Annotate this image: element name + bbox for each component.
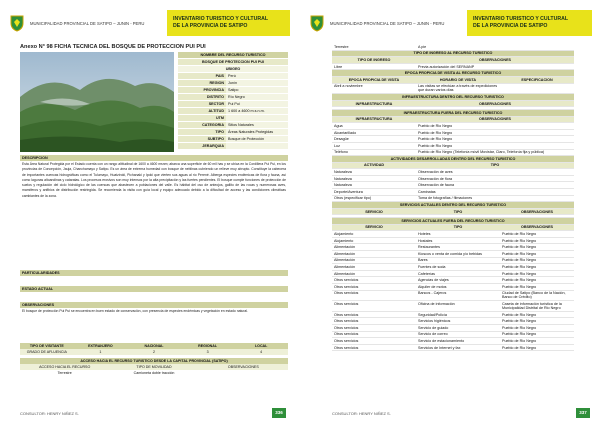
infobox-key: ALTITUD xyxy=(178,108,226,114)
table-cell: Servicios de Internet y fax xyxy=(418,345,461,350)
table-cell: Pueblo de Rio Negro xyxy=(502,345,537,350)
table-cell xyxy=(495,44,574,50)
table-row xyxy=(332,338,574,345)
visitor-table-header: TIPO DE VISITANTE xyxy=(29,344,64,348)
table-cell: Pueblo de Rio Negro xyxy=(418,123,453,128)
table-header-row xyxy=(332,117,574,124)
banner-line-1: INVENTARIO TURISTICO Y CULTURAL xyxy=(173,16,269,23)
table-cell: Observación de flora xyxy=(418,176,453,181)
estado-title: ESTADO ACTUAL xyxy=(20,286,288,292)
right-page-number: 337 xyxy=(576,408,590,418)
observations-title: OBSERVACIONES xyxy=(20,302,288,308)
infobox-value: Perú xyxy=(226,73,288,79)
table-cell: Pueblo de Rio Negro xyxy=(502,312,537,317)
infobox-row xyxy=(178,73,288,80)
banner-line-2: DE LA PROVINCIA DE SATIPO xyxy=(473,23,548,29)
table-row xyxy=(332,301,574,312)
table-cell: Otros servicios xyxy=(334,338,359,343)
table-cell: Teléfono xyxy=(334,150,348,155)
page-title: Anexo N° 98 FICHA TECNICA DEL BOSQUE DE PROTECCION PUI PUI xyxy=(20,44,206,50)
visitor-table-cell: 2 xyxy=(152,350,155,354)
table-cell: Caseta de información turística de la Municipalidad Distrital de Rio Negro xyxy=(502,301,562,310)
table-row xyxy=(332,325,574,332)
table-cell: Pueblo de Rio Negro xyxy=(418,130,453,135)
visitor-table-cell: GRADO DE AFLUENCIA xyxy=(26,350,67,354)
table-row xyxy=(332,345,574,352)
table-cell: Las visitas se efectúan a través de expediciones que duran varios días xyxy=(418,84,498,93)
column-header: TIPO xyxy=(416,225,500,231)
column-header: INFRAESTRUCTURA xyxy=(332,117,416,123)
visitor-table-header: NACIONAL xyxy=(144,344,164,348)
table-cell: Pueblo de Rio Negro xyxy=(502,319,537,324)
column-header: TIPO xyxy=(416,209,500,215)
table-cell: Agua xyxy=(334,123,343,128)
column-header: EPOCA PROPICIA DE VISITA xyxy=(332,77,416,83)
banner-line-2: DE LA PROVINCIA DE SATIPO xyxy=(173,23,248,29)
right-data-table xyxy=(332,44,574,351)
section-title: TIPO DE INGRESO AL RECURSO TURISTICO xyxy=(332,51,574,57)
table-cell: Servicio de estacionamiento xyxy=(418,338,465,343)
access-table-header: OBSERVACIONES xyxy=(227,365,259,369)
table-cell: Alojamiento xyxy=(334,232,354,237)
table-cell: Cafeterías xyxy=(418,271,436,276)
table-row xyxy=(332,264,574,271)
table-cell: Oficina de información xyxy=(418,301,455,306)
column-header: TIPO DE INGRESO xyxy=(332,57,416,63)
particularities-title: PARTICULARIDADES xyxy=(20,270,288,276)
table-cell: A pie xyxy=(418,44,427,49)
column-header: SERVICIO xyxy=(332,225,416,231)
column-header: HORARIO DE VISITA xyxy=(416,77,500,83)
table-cell: Naturaleza xyxy=(334,183,352,188)
access-table-cell xyxy=(199,370,288,376)
infobox-row xyxy=(178,129,288,136)
table-row xyxy=(332,251,574,258)
municipality-name: MUNICIPALIDAD PROVINCIAL DE SATIPO – JUNIN - PERU xyxy=(330,20,445,26)
table-section-band xyxy=(332,202,574,209)
section-title: INFRAESTRUCTURA FUERA DEL RECURSO TURISTICO xyxy=(332,110,574,116)
column-header: OBSERVACIONES xyxy=(416,57,574,63)
table-cell: Servicio de guiado xyxy=(418,325,449,330)
table-section-band xyxy=(332,70,574,77)
table-row xyxy=(332,271,574,278)
table-cell: Pueblo de Rio Negro xyxy=(502,332,537,337)
table-cell: Otros servicios xyxy=(334,284,359,289)
table-header-row xyxy=(332,77,574,84)
infobox-value: Junín xyxy=(226,80,288,86)
table-row xyxy=(332,284,574,291)
table-header-row xyxy=(332,101,574,108)
infobox-value: Pui Pui xyxy=(226,101,288,107)
access-table-cell: Camioneta doble tracción xyxy=(133,371,175,375)
table-row xyxy=(332,244,574,251)
left-header xyxy=(0,10,300,36)
table-row xyxy=(332,318,574,325)
table-cell: Abril a noviembre xyxy=(334,84,363,89)
section-title: SERVICIOS ACTUALES FUERA DEL RECURSO TURISTICO xyxy=(332,218,574,224)
visitor-table-cell: 1 xyxy=(99,350,102,354)
resource-infobox xyxy=(178,52,288,150)
municipality-name: MUNICIPALIDAD PROVINCIAL DE SATIPO – JUNIN - PERU xyxy=(30,20,145,26)
table-cell: Otros servicios xyxy=(334,332,359,337)
table-row xyxy=(332,182,574,189)
table-cell: Caminatas xyxy=(418,189,436,194)
header-banner xyxy=(467,10,592,36)
access-table xyxy=(20,358,288,376)
table-cell: Observación de aves xyxy=(418,170,453,175)
municipality-logo xyxy=(8,14,26,32)
table-cell: Pueblo de Rio Negro (Telefonía móvil Movistar, Claro, Telefonía fija y pública) xyxy=(418,150,545,155)
section-title: EPOCA PROPICIA DE VISITA AL RECURSO TURISTICO xyxy=(332,70,574,76)
table-section-band xyxy=(332,156,574,163)
table-row xyxy=(332,143,574,150)
table-cell: Servicio de correo xyxy=(418,332,448,337)
table-row xyxy=(332,291,574,302)
infobox-value: 1 600 a 4600 m.s.n.m. xyxy=(226,108,288,114)
table-row xyxy=(332,64,574,71)
table-section-band xyxy=(332,94,574,101)
table-cell: Toma de fotografías / filmaciones xyxy=(418,196,473,201)
table-cell xyxy=(500,215,574,217)
table-row xyxy=(332,277,574,284)
table-cell: Otros servicios xyxy=(334,312,359,317)
observations-text: El bosque de protección Pui Pui se encuentra en buen estado de conservación, con presencia de especies endémicas y vegetación en estado natural. xyxy=(22,309,249,313)
visitor-table-cell: 3 xyxy=(206,350,209,354)
table-cell xyxy=(332,107,416,109)
table-cell: Desagüe xyxy=(334,137,349,142)
infobox-key: CATEGORIA xyxy=(178,122,226,128)
infobox-key: PROVINCIA xyxy=(178,87,226,93)
table-header-row xyxy=(332,163,574,170)
access-table-cell: Terrestre xyxy=(57,371,72,375)
table-cell: Alimentación xyxy=(334,264,356,269)
infobox-key: UTM xyxy=(178,115,226,121)
infobox-key: REGION xyxy=(178,80,226,86)
visitor-table-header: REGIONAL xyxy=(198,344,218,348)
banner-line-1: INVENTARIO TURISTICO Y CULTURAL xyxy=(473,16,569,23)
table-cell: Alimentación xyxy=(334,251,356,256)
infobox-row xyxy=(178,115,288,122)
table-cell: Libre xyxy=(334,64,343,69)
table-cell: Bancos - Cajeros xyxy=(418,291,447,296)
table-section-band xyxy=(332,51,574,58)
table-header-row xyxy=(332,57,574,64)
infobox-row xyxy=(178,143,288,150)
table-cell: Pueblo de Rio Negro xyxy=(502,232,537,237)
table-cell: Pueblo de Rio Negro xyxy=(502,245,537,250)
table-cell: Pueblo de Rio Negro xyxy=(418,137,453,142)
table-cell: Otros servicios xyxy=(334,319,359,324)
infobox-value: Satipo xyxy=(226,87,288,93)
table-cell: Pueblo de Rio Negro xyxy=(502,325,537,330)
table-row xyxy=(332,176,574,183)
infobox-row xyxy=(178,94,288,101)
infobox-heading: NOMBRE DEL RECURSO TURISTICO xyxy=(178,52,288,59)
table-row xyxy=(332,312,574,319)
table-cell: Servicios higiénicos xyxy=(418,319,451,324)
visitor-table-header: EXTRANJERO xyxy=(88,344,113,348)
column-header: INFRAESTRUCTURA xyxy=(332,101,416,107)
infobox-value: Bosque de Protección xyxy=(226,136,288,142)
table-row xyxy=(332,150,574,157)
table-row xyxy=(332,136,574,143)
table-cell: Alimentación xyxy=(334,271,356,276)
resource-name: BOSQUE DE PROTECCION PUI PUI xyxy=(178,59,288,66)
table-cell: Deporte/Aventura xyxy=(334,189,363,194)
table-cell: Hoteles xyxy=(418,232,431,237)
table-cell: Previa autorización del SERNANP xyxy=(418,64,475,69)
forest-photo xyxy=(20,52,174,152)
infobox-row xyxy=(178,122,288,129)
table-row xyxy=(332,332,574,339)
table-row xyxy=(332,231,574,238)
table-cell xyxy=(332,215,416,217)
table-section-band xyxy=(332,218,574,225)
section-title: ACTIVIDADES DESARROLLADAS DENTRO DEL RECURSO TURISTICO xyxy=(332,156,574,162)
infobox-key: PAIS xyxy=(178,73,226,79)
visitor-table-header: LOCAL xyxy=(254,344,268,348)
right-footer: CONSULTOR: HENRY NIÑEZ S. xyxy=(332,411,391,416)
table-cell: Agencias de viajes xyxy=(418,278,449,283)
table-cell: Seguridad/Policía xyxy=(418,312,447,317)
column-header: OBSERVACIONES xyxy=(500,209,574,215)
table-cell: Pueblo de Rio Negro xyxy=(502,238,537,243)
description-section xyxy=(20,155,288,200)
table-row xyxy=(332,189,574,196)
table-row xyxy=(332,258,574,265)
infobox-key: SUBTIPO xyxy=(178,136,226,142)
table-cell xyxy=(416,215,500,217)
table-cell: Otros servicios xyxy=(334,291,359,296)
access-band-title: ACCESO HACIA EL RECURSO TURISTICO DESDE LA CAPITAL PROVINCIAL (SATIPO) xyxy=(80,359,228,363)
column-header: OBSERVACIONES xyxy=(416,117,574,123)
section-title: SERVICIOS ACTUALES DENTRO DEL RECURSO TURISTICO xyxy=(332,202,574,208)
infobox-row xyxy=(178,136,288,143)
column-header: OBSERVACIONES xyxy=(500,225,574,231)
infobox-value: Sitios Naturales xyxy=(226,122,288,128)
column-header: SERVICIO xyxy=(332,209,416,215)
table-cell: Terrestre xyxy=(334,44,349,49)
table-row xyxy=(332,130,574,137)
table-cell: Naturaleza xyxy=(334,170,352,175)
column-header: TIPO xyxy=(416,163,574,169)
header-banner xyxy=(167,10,290,36)
infobox-value: Río Negro xyxy=(226,94,288,100)
table-cell xyxy=(500,84,574,94)
right-header xyxy=(300,10,600,36)
table-header-row xyxy=(332,209,574,216)
infobox-row xyxy=(178,87,288,94)
table-cell: Naturaleza xyxy=(334,176,352,181)
visitor-table-cell: 4 xyxy=(260,350,263,354)
column-header: ACTIVIDAD xyxy=(332,163,416,169)
table-cell: Pueblo de Rio Negro xyxy=(418,143,453,148)
column-header: ESPECIFICACION xyxy=(500,77,574,83)
table-header-row xyxy=(332,225,574,232)
table-cell: Otros servicios xyxy=(334,325,359,330)
table-cell: Hostales xyxy=(418,238,433,243)
table-cell: Fuentes de soda xyxy=(418,264,446,269)
description-text: Esta Área Natural Protegida por el Estado cuenta con un rango altitudinal de 1600 a 4600 msnm; abarca una superficie de 60 mil has y se ubica en la Cordillera Pui Pui, en los provincias de Concepción, Jauja, Chanchamayo y Satipo. Es un área de extrema humedad con bosque de neblinas cubriendo un relieve muy abrupto. Constituye la cabecera de importantes cuencas hidrográficas como el Tulumayo, Huatziroki, Pichanaki y Ipoki que vierten sus aguas al río Perené. Alberga especies endémicas de flora y fauna, así como lagunas altoandinas y cataratas. Los procesos erosivos son muy intensos por la alta precipitación y las fuertes pendientes. El bosque cumple funciones de protección de suelos y regulación del ciclo hidrológico de las cuencas que abastecen a poblaciones del valle. Es hábitat del oso de anteojos, gallito de las rocas y numerosas aves, mamíferos y anfibios de distribución restringida. Se recomienda la visita con guía local y equipo adecuado debido a la dificultad de acceso y las condiciones climáticas cambiantes de la zona. xyxy=(22,162,286,198)
table-cell: Observación de fauna xyxy=(418,183,455,188)
left-footer: CONSULTOR: HENRY NIÑEZ S. xyxy=(20,411,79,416)
table-cell: Alcantarillado xyxy=(334,130,357,135)
table-cell: Bares xyxy=(418,258,428,263)
infobox-key: DISTRITO xyxy=(178,94,226,100)
table-cell: Pueblo de Rio Negro xyxy=(502,264,537,269)
infobox-value: Áreas Naturales Protegidas xyxy=(226,129,288,135)
table-row xyxy=(332,123,574,130)
table-cell xyxy=(416,107,574,109)
table-cell: Pueblo de Rio Negro xyxy=(502,251,537,256)
infobox-row xyxy=(178,108,288,115)
table-cell: Pueblo de Rio Negro xyxy=(502,338,537,343)
infobox-key: TIPO xyxy=(178,129,226,135)
table-cell: Otros servicios xyxy=(334,345,359,350)
table-cell: Luz xyxy=(334,143,340,148)
table-cell: Otros (especificar tipo) xyxy=(334,196,372,201)
infobox-value xyxy=(226,143,288,149)
table-cell: Alimentación xyxy=(334,245,356,250)
section-title: INFRAESTRUCTURA DENTRO DEL RECURSO TURISTICO xyxy=(332,94,574,100)
ubigeo-label: UBIGEO xyxy=(178,66,288,73)
table-cell: Pueblo de Rio Negro xyxy=(502,278,537,283)
table-row xyxy=(332,84,574,95)
table-cell: Pueblo de Rio Negro xyxy=(502,258,537,263)
table-cell: Alojamiento xyxy=(334,238,354,243)
table-cell: Pueblo de Rio Negro xyxy=(502,284,537,289)
table-cell: Otros servicios xyxy=(334,278,359,283)
table-cell: Ciudad de Satipo (Banco de la Nación, Banco de Crédito) xyxy=(502,291,566,300)
table-cell: Alimentación xyxy=(334,258,356,263)
infobox-row xyxy=(178,80,288,87)
visitor-table xyxy=(20,343,288,355)
infobox-value xyxy=(226,115,288,121)
municipality-logo xyxy=(308,14,326,32)
infobox-key: SECTOR xyxy=(178,101,226,107)
table-cell: Restaurantes xyxy=(418,245,440,250)
infobox-row xyxy=(178,101,288,108)
description-title: DESCRIPCION xyxy=(20,155,288,161)
access-table-header: ACCESO HACIA EL RECURSO xyxy=(39,365,91,369)
infobox-key: JERARQUIA xyxy=(178,143,226,149)
table-cell: Kioscos o venta de comida y/o bebidas xyxy=(418,251,482,256)
table-cell: Otros servicios xyxy=(334,301,359,306)
table-row xyxy=(332,196,574,203)
table-row xyxy=(332,169,574,176)
table-cell: Alquiler de motos xyxy=(418,284,447,289)
access-table-header: TIPO DE MOVILIDAD xyxy=(136,365,172,369)
column-header: OBSERVACIONES xyxy=(416,101,574,107)
table-cell: Pueblo de Rio Negro xyxy=(502,271,537,276)
table-section-band xyxy=(332,110,574,117)
particularities-section xyxy=(20,270,288,315)
left-page-number: 336 xyxy=(272,408,286,418)
table-row xyxy=(332,238,574,245)
